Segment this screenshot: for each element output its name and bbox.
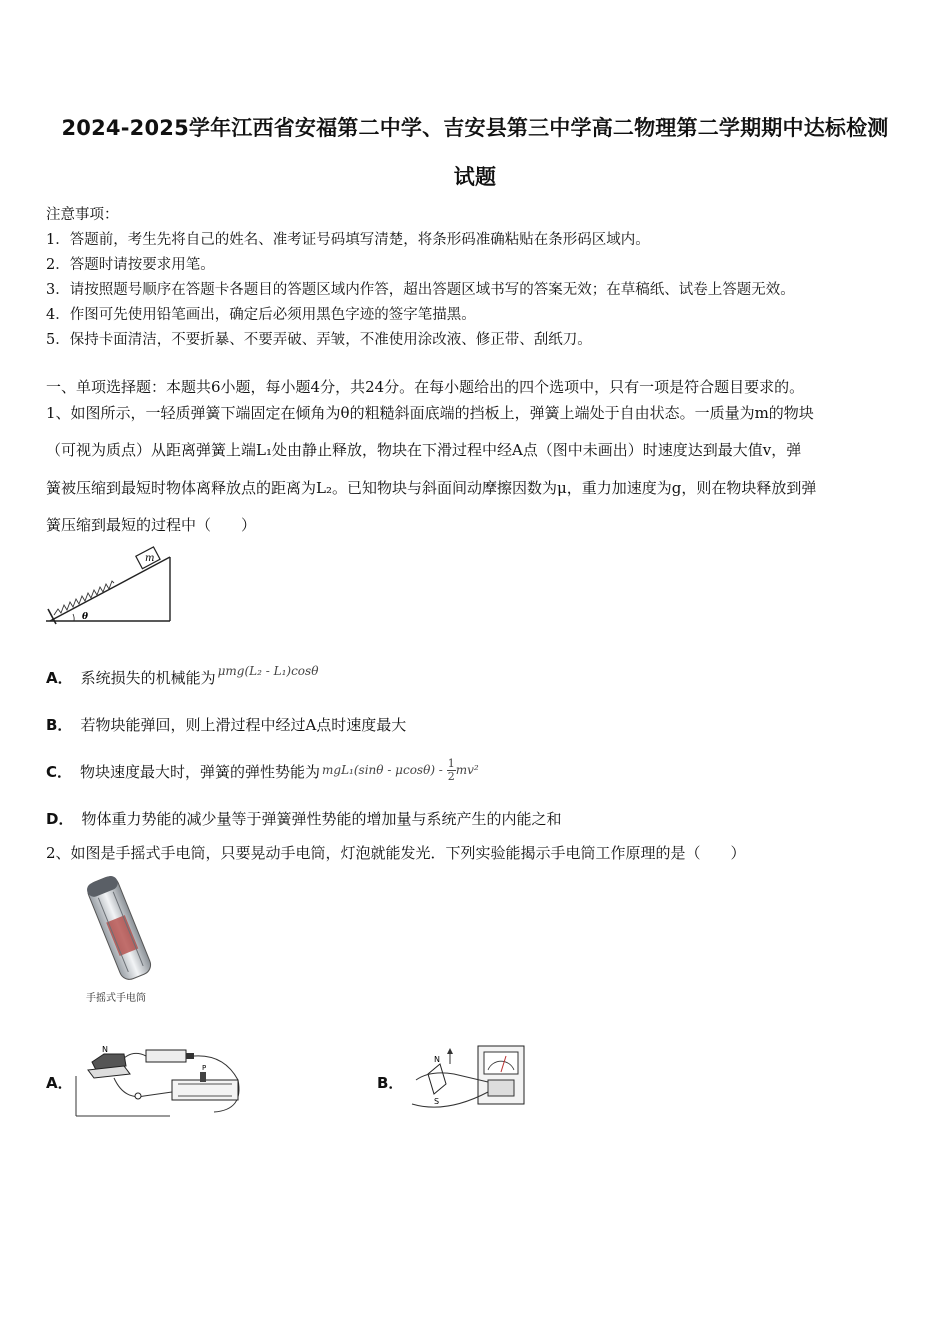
q1-line-1: 1、如图所示，一轻质弹簧下端固定在倾角为θ的粗糙斜面底端的挡板上，弹簧上端处于自由状态。一质量为m的物块 (46, 404, 814, 422)
option-c-label: C． (46, 763, 73, 781)
option-d-text: 物体重力势能的减少量等于弹簧弹性势能的增加量与系统产生的内能之和 (81, 810, 562, 828)
note-item-1: 1．答题前，考生先将自己的姓名、准考证号码填写清楚，将条形码准确粘贴在条形码区域内。 (46, 232, 650, 248)
notes-heading: 注意事项： (46, 207, 119, 223)
q2-line: 2、如图是手摇式手电筒，只要晃动手电筒，灯泡就能发光．下列实验能揭示手电筒工作原理的是（ ） (46, 844, 746, 862)
spring-icon (54, 581, 114, 615)
q1-option-c[interactable] (46, 757, 479, 786)
option-c-formula-pre: mgL₁(sinθ - μcosθ) - (322, 763, 443, 777)
q1-line-3: 簧被压缩到最短时物体离释放点的距离为L₂。已知物块与斜面间动摩擦因数为μ，重力加速度为g，则在物块释放到弹 (46, 479, 817, 497)
page-title-line-1: 2024-2025学年江西省安福第二中学、吉安县第三中学高二物理第二学期期中达标检测 (61, 116, 889, 140)
option-b-text: 若物块能弹回，则上滑过程中经过A点时速度最大 (80, 716, 407, 734)
q1-option-a[interactable] (46, 664, 319, 688)
option-a-label: A． (46, 669, 73, 687)
option-d-label: D． (46, 810, 74, 828)
fig-a-n-label: N (102, 1045, 108, 1054)
incline-spring-figure (44, 543, 174, 625)
fig-b-n-label: N (434, 1055, 440, 1064)
note-item-3: 3．请按照题号顺序在答题卡各题目的答题区域内作答，超出答题区域书写的答案无效；在草稿纸、试卷上答题无效。 (46, 282, 795, 298)
q1-option-d[interactable] (46, 808, 561, 829)
option-c-text: 物块速度最大时，弹簧的弹性势能为 (80, 763, 321, 781)
fig-b-s-label: S (434, 1097, 440, 1106)
q1-line-2: （可视为质点）从距离弹簧上端L₁处由静止释放，物块在下滑过程中经A点（图中未画出）时速度达到最大值v，弹 (46, 441, 802, 459)
note-item-5: 5．保持卡面清洁，不要折暴、不要弄破、弄皱，不准使用涂改液、修正带、刮纸刀。 (46, 332, 592, 348)
option-c-frac-num: 1 (447, 757, 455, 770)
experiment-b-figure[interactable] (406, 1044, 528, 1110)
q1-line-4: 簧压缩到最短的过程中（ ） (46, 516, 257, 534)
option-a-formula: μmg(L₂ - L₁)cosθ (217, 664, 319, 678)
angle-label: θ (82, 612, 89, 622)
fig-a-p-label: P (202, 1064, 207, 1072)
flashlight-caption: 手摇式手电筒 (86, 993, 146, 1004)
experiment-a-figure[interactable] (74, 1040, 246, 1120)
note-item-4: 4．作图可先使用铅笔画出，确定后必须用黑色字迹的签字笔描黑。 (46, 307, 476, 323)
q2-option-a-label[interactable]: A． (46, 1074, 73, 1092)
option-a-text: 系统损失的机械能为 (80, 669, 216, 687)
option-b-label: B． (46, 716, 73, 734)
q2-option-b-label[interactable]: B． (377, 1074, 404, 1092)
q1-option-b[interactable] (46, 714, 406, 735)
note-item-2: 2．答题时请按要求用笔。 (46, 257, 215, 273)
page-title-line-2: 试题 (453, 165, 497, 189)
section-heading: 一、单项选择题：本题共6小题，每小题4分，共24分。在每小题给出的四个选项中，只有一项是符合题目要求的。 (46, 378, 805, 396)
flashlight-figure (60, 872, 180, 987)
option-c-formula-post: mv² (455, 763, 479, 777)
option-c-frac-den: 2 (447, 770, 455, 783)
mass-label: m (145, 553, 155, 564)
